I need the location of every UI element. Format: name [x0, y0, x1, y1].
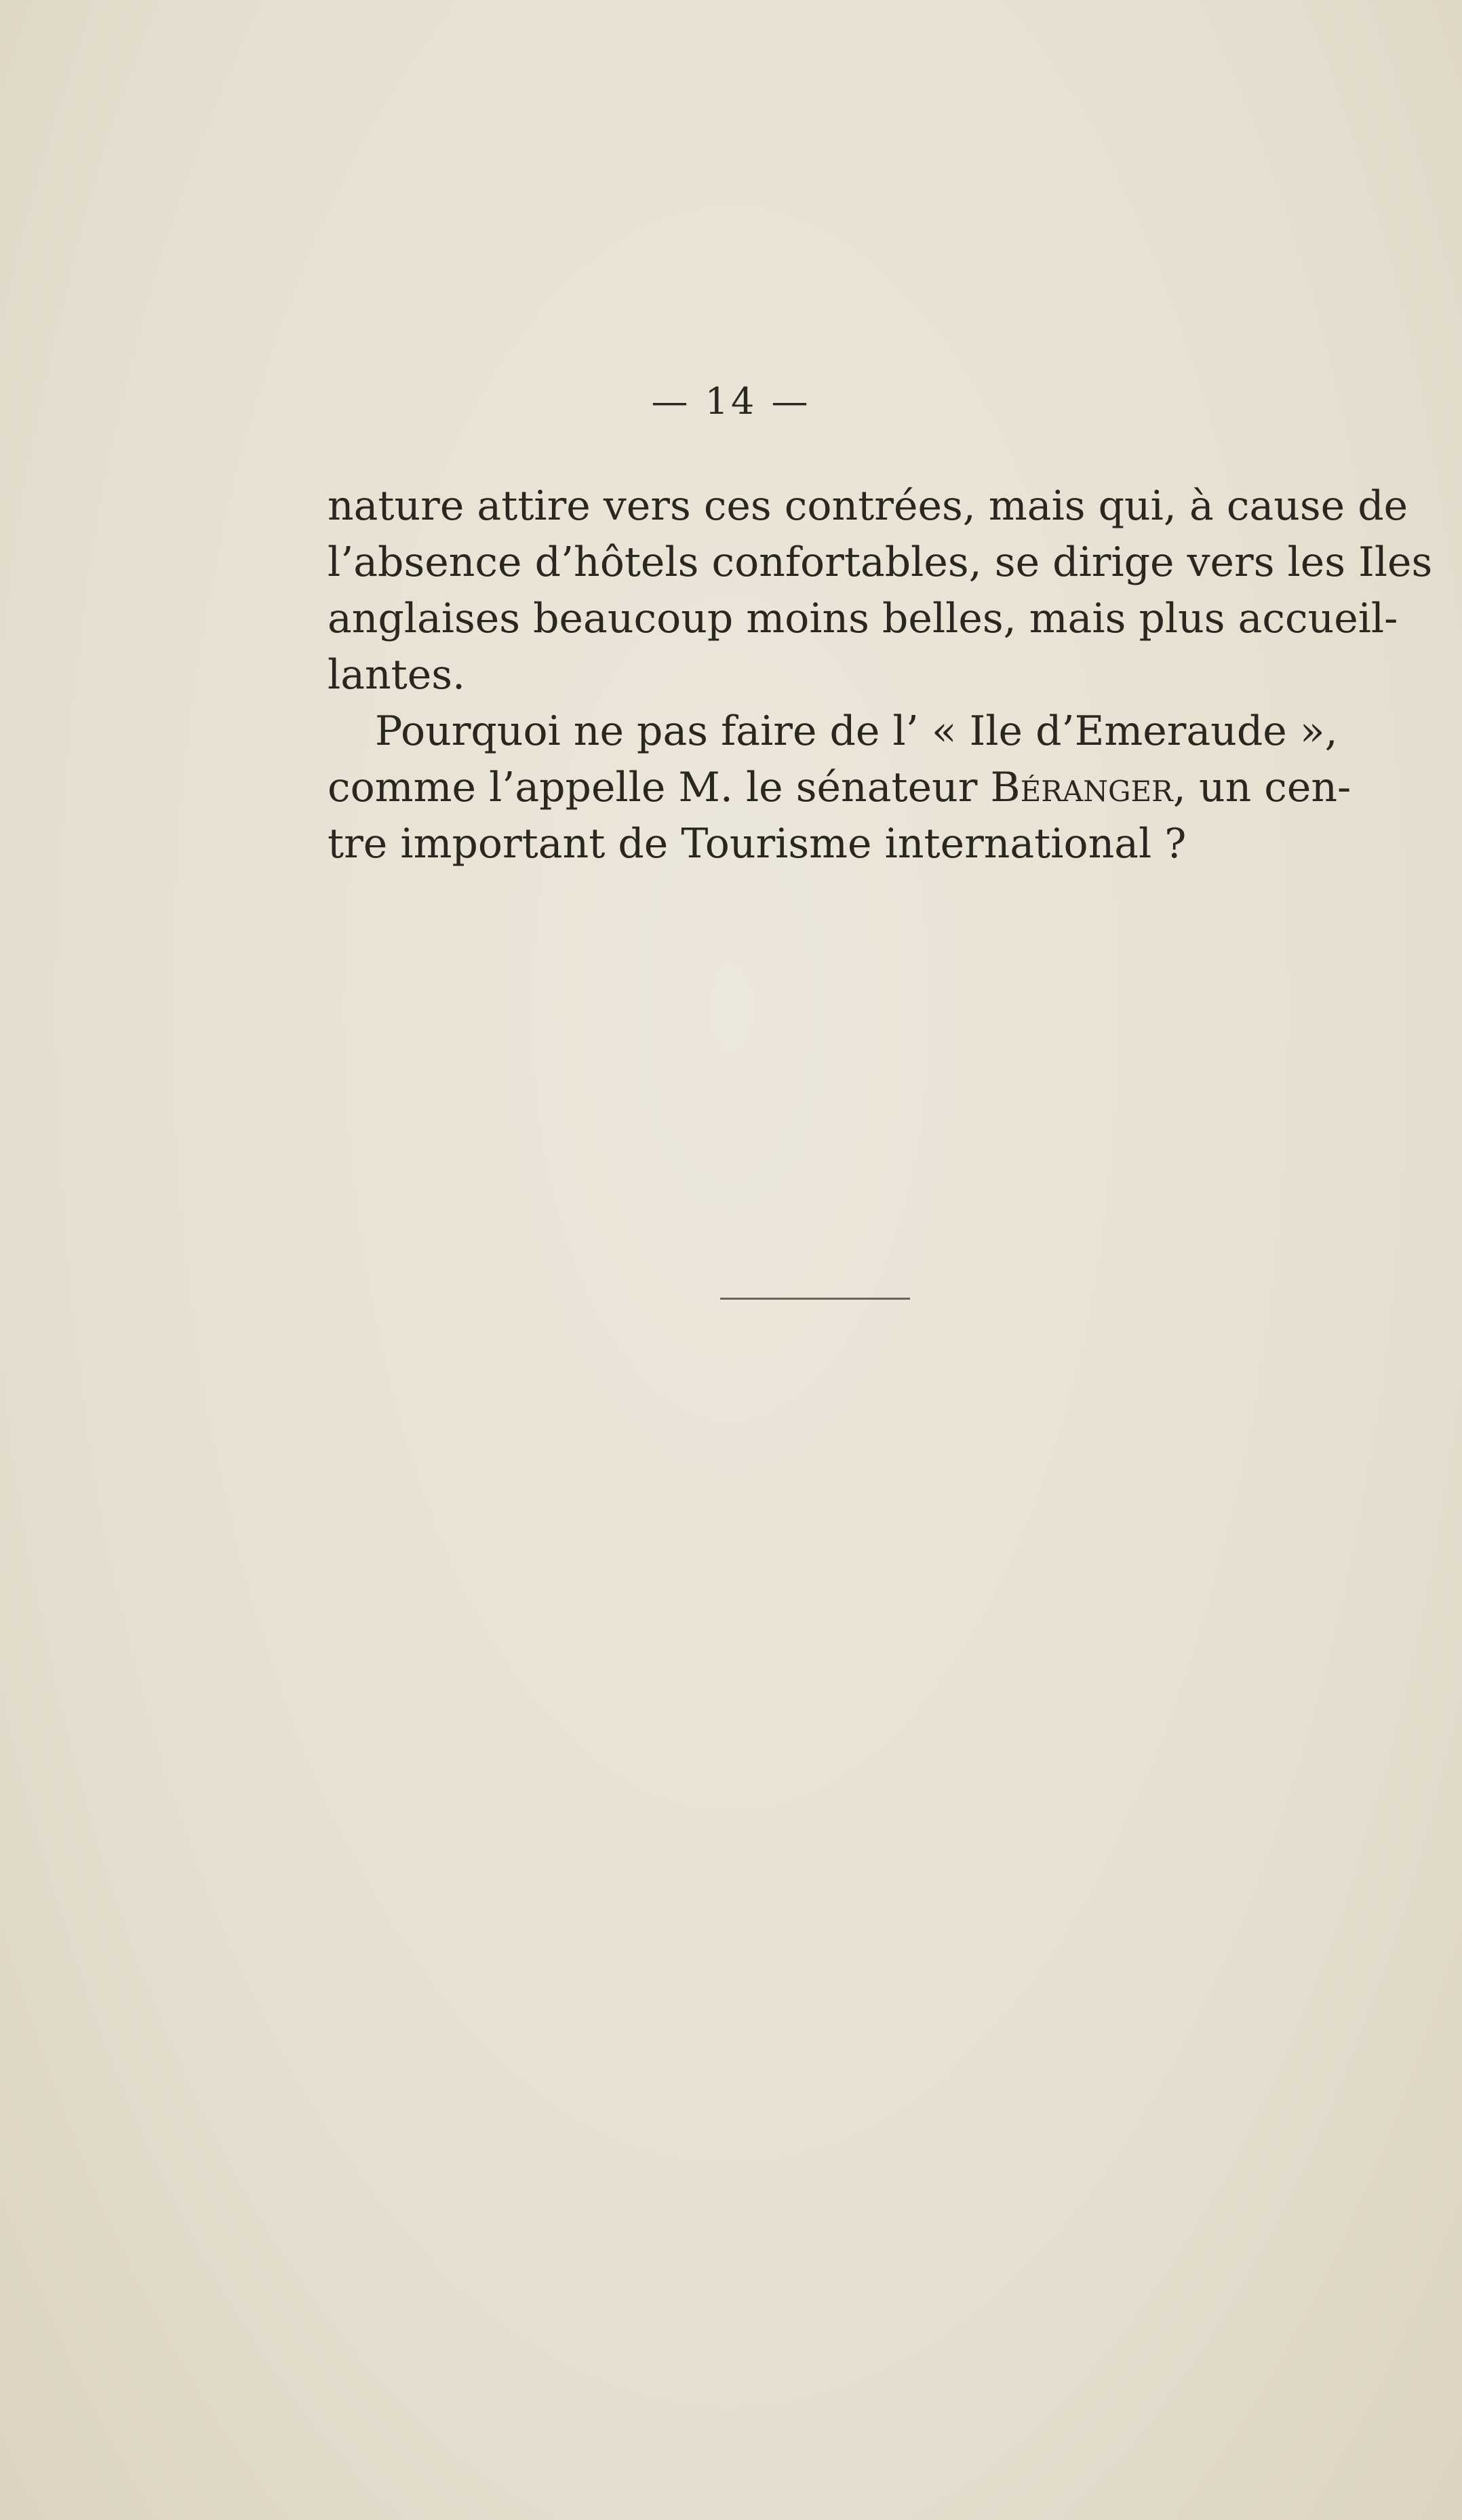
- text-line: Pourquoi ne pas faire de l’ « Ile d’Emeraude »,: [375, 707, 1338, 755]
- page-number: — 14 —: [651, 380, 811, 423]
- text-line: [328, 760, 1351, 816]
- text-line: lantes.: [328, 651, 466, 699]
- text-line: nature attire vers ces contrées, mais qui, à cause de: [328, 482, 1408, 530]
- text-line: tre important de Tourisme international ?: [328, 820, 1187, 868]
- paragraph-1: [328, 478, 1433, 703]
- body-text: [328, 478, 1433, 872]
- text-line: l’absence d’hôtels confortables, se dirige vers les Iles: [328, 539, 1433, 586]
- text-line: anglaises beaucoup moins belles, mais plus accueil-: [328, 595, 1398, 642]
- section-divider: [720, 1298, 910, 1300]
- text-segment: comme l’appelle M. le sénateur: [328, 764, 991, 811]
- paragraph-2: [328, 703, 1351, 872]
- text-segment: , un cen-: [1172, 764, 1351, 811]
- person-name: Béranger: [990, 764, 1173, 811]
